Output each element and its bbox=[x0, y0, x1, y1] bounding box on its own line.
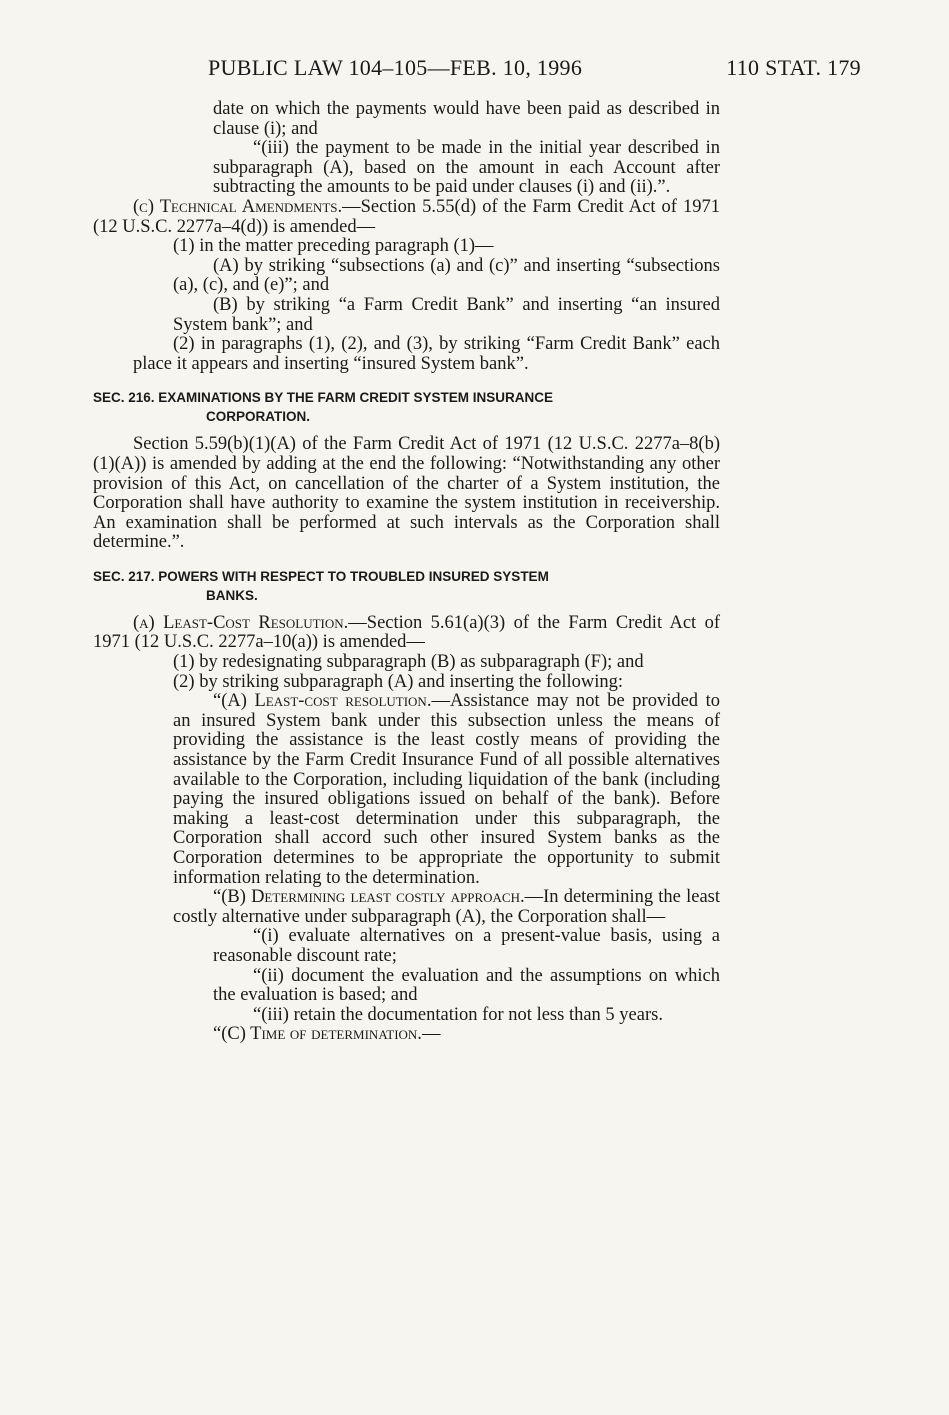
paragraph-text: —Assistance may not be provided to an insured System bank under this subsection unless the means of providing the assistance is the least costly means of providing the assistance by the Farm Credit Insurance Fund of all possible alternatives available to the Corporation, including liquidation of the bank (including paying the insured obligations issued on behalf of the bank). Before making a least-cost determination under this subparagraph, the Corporation shall accord such other insured System banks as the Corporation determines to be appropriate the opportunity to submit information relating to the determination. bbox=[173, 691, 720, 888]
paragraph-text: —In determining the least costly alternative under subparagraph (A), the Corporation shall— bbox=[173, 887, 720, 927]
paragraph bbox=[173, 888, 720, 927]
paragraph: (A) by striking “subsections (a) and (c)” and inserting “subsections (a), (c), and (e)”; and bbox=[173, 255, 720, 296]
paragraph: (B) by striking “a Farm Credit Bank” and inserting “an insured System bank”; and bbox=[173, 294, 720, 335]
paragraph-text: — bbox=[421, 1024, 441, 1045]
paragraph: “(iii) the payment to be made in the initial year described in subparagraph (A), based on the amount in each Account after subtracting the amounts to be paid under clauses (i) and (ii).”. bbox=[213, 138, 720, 198]
paragraph: (1) by redesignating subparagraph (B) as subparagraph (F); and bbox=[173, 652, 644, 673]
paragraph bbox=[173, 1025, 720, 1045]
paragraph: Section 5.59(b)(1)(A) of the Farm Credit Act of 1971 (12 U.S.C. 2277a–8(b)(1)(A)) is amended by adding at the end the following: “Notwithstanding any other provision of this Act, on cancellation of the charter of a System institution, the Corporation shall have authority to examine the system institution in receivership. An examination shall be performed at such intervals as the Corporation shall determine.”. bbox=[93, 434, 720, 553]
paragraph: “(ii) document the evaluation and the assumptions on which the evaluation is based; and bbox=[213, 965, 720, 1006]
paragraph: “(i) evaluate alternatives on a present-value basis, using a reasonable discount rate; bbox=[213, 926, 720, 966]
section-heading-continued: CORPORATION. bbox=[206, 409, 310, 425]
paragraph bbox=[93, 614, 720, 653]
paragraph: (1) in the matter preceding paragraph (1)— bbox=[173, 236, 494, 257]
section-heading: SEC. 216. EXAMINATIONS BY THE FARM CREDIT SYSTEM INSURANCE bbox=[93, 390, 554, 406]
paragraph: (2) by striking subparagraph (A) and inserting the following: bbox=[173, 671, 624, 692]
paragraph: (2) in paragraphs (1), (2), and (3), by striking “Farm Credit Bank” each place it appears and inserting “insured System bank”. bbox=[133, 334, 720, 374]
paragraph: “(iii) retain the documentation for not less than 5 years. bbox=[253, 1004, 663, 1025]
paragraph-text: —Section 5.61(a)(3) of the Farm Credit Act of 1971 (12 U.S.C. 2277a–10(a)) is amended— bbox=[93, 612, 720, 653]
subsection-heading: (c) Technical Amendments. bbox=[133, 196, 343, 217]
paragraph bbox=[173, 692, 720, 888]
paragraph: date on which the payments would have been paid as described in clause (i); and bbox=[213, 99, 720, 139]
subsection-heading: (a) Least-Cost Resolution. bbox=[133, 612, 349, 633]
paragraph-text: —Section 5.55(d) of the Farm Credit Act of 1971 (12 U.S.C. 2277a–4(d)) is amended— bbox=[93, 196, 721, 237]
section-heading: SEC. 217. POWERS WITH RESPECT TO TROUBLED INSURED SYSTEM bbox=[93, 568, 549, 584]
page-number: 110 STAT. 179 bbox=[726, 55, 861, 80]
running-header-title: PUBLIC LAW 104–105—FEB. 10, 1996 bbox=[208, 55, 583, 80]
paragraph bbox=[93, 198, 720, 237]
document-body bbox=[93, 100, 720, 1045]
section-heading-continued: BANKS. bbox=[206, 587, 258, 603]
subparagraph-heading: “(A) Least-cost resolution. bbox=[213, 691, 432, 712]
subparagraph-heading: “(C) Time of determination. bbox=[213, 1024, 422, 1045]
subparagraph-heading: “(B) Determining least costly approach. bbox=[213, 887, 525, 908]
